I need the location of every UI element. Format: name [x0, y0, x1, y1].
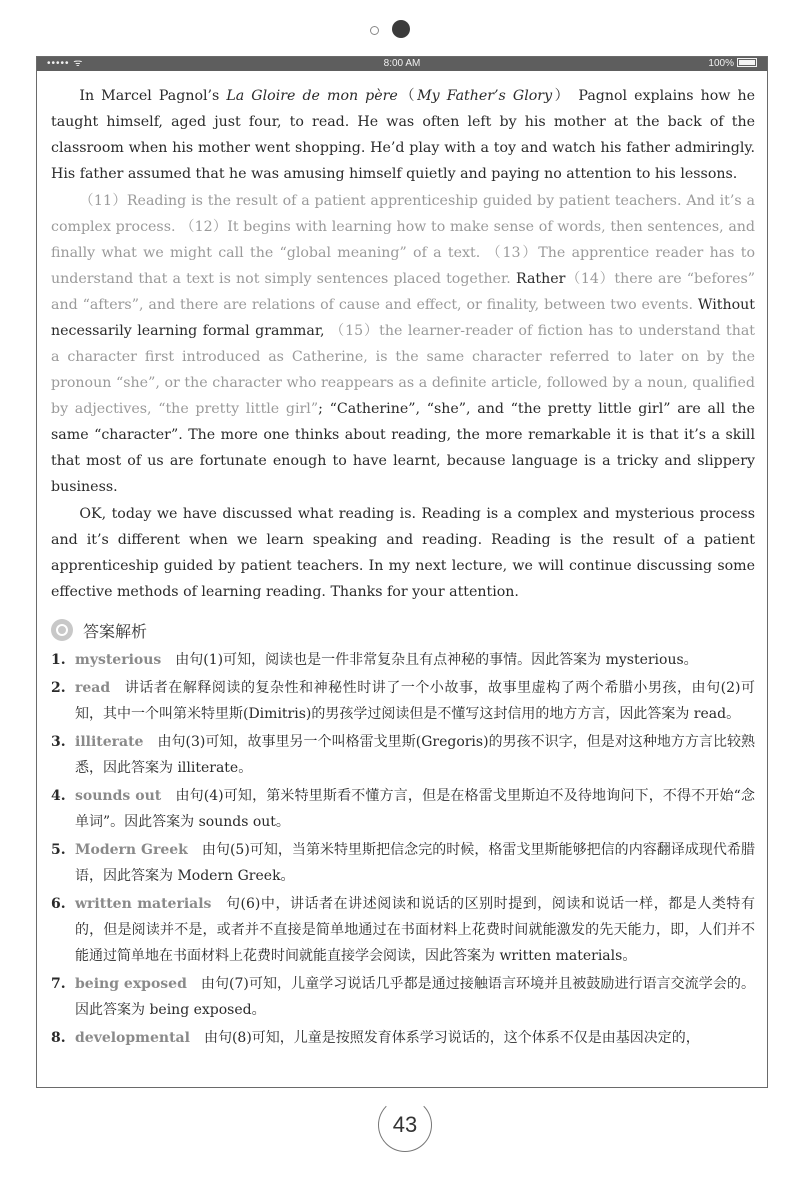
para2-faded-1: （11）Reading is the result of a patient apprenticeship guided by patient teachers. And it’s a complex process. （12）It begins with learning how to make sense of words, then sentences, and finally what we might call the “global meaning” of a text. （13）The apprentice reader has to understand that a text is not simply sentences placed together.: [51, 193, 755, 287]
para1-text-c: ） Pagnol explains how he taught himself, aged just four, to read. He was often left by his mother at the back of the classroom when his mother went shopping. He’d play with a toy and watch his father admiringly. His father assumed that he was amusing himself quietly and paying no attention to his lessons.: [51, 88, 755, 182]
answer-word: read: [75, 680, 111, 696]
answer-word: sounds out: [75, 788, 162, 804]
section-title: 答案解析: [83, 621, 148, 641]
battery-percent: 100%: [708, 58, 734, 69]
book-title-english: My Father’s Glory: [417, 88, 553, 104]
answer-item: [51, 1025, 755, 1051]
answer-word: being exposed: [75, 976, 187, 992]
book-title: La Gloire de mon père: [226, 88, 398, 104]
answer-number: 4.: [51, 788, 66, 804]
answer-word: illiterate: [75, 734, 144, 750]
answer-explanation: 讲话者在解释阅读的复杂性和神秘性时讲了一个小故事，故事里虚构了两个希腊小男孩，由句(2)可知，其中一个叫第米特里斯(Dimitris)的男孩学过阅读但是不懂写这封信用的地方方言，因此答案为 read。: [75, 680, 755, 722]
answer-item: [51, 783, 755, 835]
front-sensor: [370, 26, 379, 35]
answer-number: 1.: [51, 652, 66, 668]
answer-section-header: [51, 613, 755, 647]
answer-number: 7.: [51, 976, 66, 992]
para2-dark-1: Rather: [515, 271, 566, 287]
answer-word: developmental: [75, 1030, 190, 1046]
status-bar: [37, 57, 767, 71]
signal-indicator: ••••• ᯤ: [47, 58, 84, 69]
answer-number: 3.: [51, 734, 66, 750]
paragraph-conclusion: OK, today we have discussed what reading is. Reading is a complex and mysterious process and it’s different when we learn speaking and reading. Reading is the result of a patient apprenticeship guided by patient teachers. In my next lecture, we will continue discussing some effective methods of learning reading. Thanks for your attention.: [51, 506, 755, 600]
answer-word: written materials: [75, 896, 212, 912]
answer-number: 8.: [51, 1030, 66, 1046]
answer-item: [51, 729, 755, 781]
answer-explanation: 由句(8)可知，儿童是按照发育体系学习说话的，这个体系不仅是由基因决定的，: [203, 1030, 700, 1046]
answer-word: Modern Greek: [75, 842, 188, 858]
page-content: [51, 83, 755, 1053]
para2-dark-3: ; “Catherine”, “she”, and “the pretty little girl” are all the same “character”. The more one thinks about reading, the more remarkable it is that it’s a skill that most of us are fortunate enough to have learnt, because language is a tricky and slippery business.: [51, 401, 756, 495]
answer-item: [51, 675, 755, 727]
answer-word: mysterious: [75, 652, 162, 668]
answer-explanation: 由句(5)可知，当第米特里斯把信念完的时候，格雷戈里斯能够把信的内容翻译成现代希腊语，因此答案为 Modern Greek。: [75, 842, 755, 884]
answer-explanation: 句(6)中，讲话者在讲述阅读和说话的区别时提到，阅读和说话一样，都是人类特有的，但是阅读并不是，或者并不直接是简单地通过在书面材料上花费时间就能激发的先天能力，即，人们并不能通过简单地在书面材料上花费时间就能直接学会阅读，因此答案为 written materials。: [75, 896, 755, 964]
paragraph-reading-process: [51, 188, 755, 500]
answer-number: 6.: [51, 896, 66, 912]
page-number: [378, 1098, 432, 1152]
answer-explanation: 由句(3)可知，故事里另一个叫格雷戈里斯(Gregoris)的男孩不识字，但是对这种地方方言比较熟悉，因此答案为 illiterate。: [75, 734, 755, 776]
para2-dark-2: Without necessarily learning formal grammar,: [51, 297, 755, 339]
magnifier-icon: [51, 619, 73, 641]
answer-number: 5.: [51, 842, 66, 858]
para1-text-a: In Marcel Pagnol’s: [79, 88, 227, 104]
answer-explanation: 由句(4)可知，第米特里斯看不懂方言，但是在格雷戈里斯迫不及待地询问下，不得不开始“念单词”。因此答案为 sounds out。: [75, 788, 755, 830]
tablet-screen: [36, 56, 768, 1088]
para2-faded-2: （14）there are “befores” and “afters”, and there are relations of cause and effect, or finality, between two events.: [51, 271, 756, 313]
answer-item: [51, 647, 755, 673]
answer-item: [51, 971, 755, 1023]
para1-paren-open: （: [397, 88, 418, 104]
battery-icon: [737, 58, 757, 67]
front-camera: [392, 20, 410, 38]
answer-item: [51, 837, 755, 889]
para2-faded-3: （15）the learner-reader of fiction has to understand that a character first introduced as Catherine, is the same character referred to later on by the pronoun “she”, or the character who reappears as a definite article, followed by a noun, qualified by adjectives, “the pretty little girl”: [51, 323, 755, 417]
status-time: 8:00 AM: [383, 58, 421, 69]
answer-explanation: 由句(7)可知，儿童学习说话几乎都是通过接触语言环境并且被鼓励进行语言交流学会的。因此答案为 being exposed。: [75, 976, 755, 1018]
page-number-text: 43: [392, 1112, 418, 1137]
answer-explanation: 由句(1)可知，阅读也是一件非常复杂且有点神秘的事情。因此答案为 mysterious。: [175, 652, 698, 668]
answer-number: 2.: [51, 680, 66, 696]
battery-indicator: [708, 57, 757, 71]
paragraph-pagnol: [51, 83, 755, 187]
answer-item: [51, 891, 755, 969]
